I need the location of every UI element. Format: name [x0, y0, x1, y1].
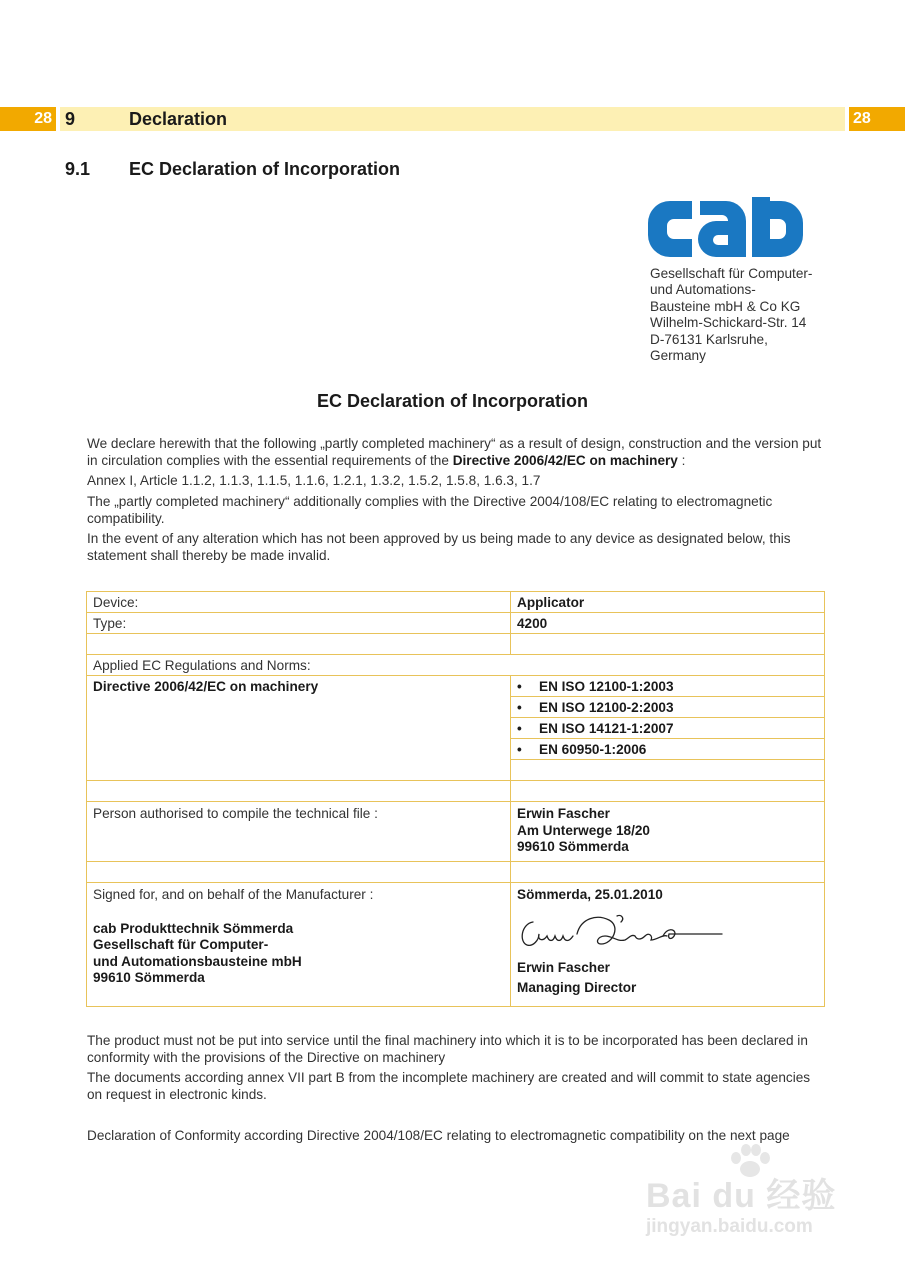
conformity-note: Declaration of Conformity according Directive 2004/108/EC relating to electromagnetic compatibility on the next page	[87, 1128, 790, 1143]
signed-cell	[87, 883, 511, 1007]
document-title: EC Declaration of Incorporation	[316, 391, 589, 411]
table-row	[87, 802, 825, 862]
manufacturer-line: 99610 Sömmerda	[93, 970, 205, 985]
manufacturer-line: cab Produkttechnik Sömmerda	[93, 920, 294, 936]
type-label: Type:	[87, 613, 511, 634]
signature-cell	[511, 883, 825, 1007]
device-label: Device:	[87, 592, 511, 613]
intro-text: :	[677, 452, 686, 468]
page-number-right: 28	[849, 107, 905, 131]
declaration-table	[86, 591, 825, 1007]
paw-icon	[726, 1144, 774, 1178]
person-line: Erwin Fascher	[517, 806, 610, 821]
bullet-icon: •	[517, 742, 522, 757]
table-row	[87, 781, 825, 802]
watermark-url: jingyan.baidu.com	[646, 1216, 813, 1237]
device-value: Applicator	[511, 592, 825, 613]
emc-paragraph: The „partly completed machinery“ additionally complies with the Directive 2004/108/EC relating to electromagnetic compatibility.	[87, 494, 773, 526]
signer-name: Erwin Fascher	[517, 959, 610, 975]
norm-text: EN ISO 14121-1:2007	[539, 721, 674, 736]
section-number: 9.1	[65, 159, 91, 179]
watermark-logo: Bai du 经验	[646, 1177, 837, 1215]
norm-item	[511, 676, 825, 697]
person-line: Am Unterwege 18/20	[517, 822, 650, 838]
signer-title: Managing Director	[517, 980, 637, 995]
table-row	[87, 655, 825, 676]
person-details	[511, 802, 825, 862]
intro-text: We declare herewith that the following „partly completed machinery“ as a result of design, construction and the version put in circulation complies with the essential requirements of the	[87, 436, 822, 468]
documents-note: The documents according annex VII part B from the incomplete machinery are created and will commit to state agencies on request in electronic kinds.	[87, 1070, 811, 1102]
service-note: The product must not be put into service until the final machinery into which it is to be incorporated has been declared in conformity with the provisions of the Directive on machinery	[87, 1033, 808, 1065]
address-line: D-76131 Karlsruhe,	[650, 331, 768, 347]
norm-text: EN ISO 12100-2:2003	[539, 700, 674, 715]
handwritten-signature	[517, 912, 727, 954]
header-separator	[56, 107, 60, 131]
section-title: EC Declaration of Incorporation	[129, 159, 401, 179]
address-line: und Automations-	[650, 282, 756, 298]
address-line: Bausteine mbH & Co KG	[650, 298, 801, 314]
table-row	[87, 634, 825, 655]
table-row	[87, 613, 825, 634]
person-label: Person authorised to compile the technical file :	[87, 802, 511, 862]
norm-text: EN ISO 12100-1:2003	[539, 679, 674, 694]
manufacturer-line: Gesellschaft für Computer-	[93, 937, 269, 952]
cab-logo-letters	[648, 197, 803, 257]
cab-logo	[648, 197, 803, 259]
table-row	[87, 883, 825, 1007]
signed-label: Signed for, and on behalf of the Manufacturer :	[93, 887, 374, 902]
address-line: Germany	[650, 348, 706, 364]
chapter-title: Declaration	[129, 109, 228, 129]
intro-paragraph	[87, 436, 822, 469]
chapter-number: 9	[65, 109, 76, 129]
address-line: Wilhelm-Schickard-Str. 14	[650, 315, 807, 331]
norm-item	[511, 697, 825, 718]
person-line: 99610 Sömmerda	[517, 839, 629, 854]
table-row	[87, 592, 825, 613]
bullet-icon: •	[517, 679, 522, 694]
manufacturer-line: und Automationsbausteine mbH	[93, 953, 302, 969]
norm-item	[511, 718, 825, 739]
company-address	[650, 266, 812, 364]
table-row	[87, 676, 825, 697]
type-value: 4200	[511, 613, 825, 634]
regulations-label: Applied EC Regulations and Norms:	[87, 655, 825, 676]
directive-reference: Directive 2006/42/EC on machinery	[452, 452, 678, 468]
page-number-left: 28	[0, 107, 56, 131]
directive-name: Directive 2006/42/EC on machinery	[87, 676, 511, 781]
annex-paragraph: Annex I, Article 1.1.2, 1.1.3, 1.1.5, 1.1.6, 1.2.1, 1.3.2, 1.5.2, 1.5.8, 1.6.3, 1.7	[87, 473, 541, 488]
table-row	[87, 862, 825, 883]
alteration-paragraph: In the event of any alteration which has not been approved by us being made to any device as designated below, this statement shall thereby be made invalid.	[87, 531, 791, 563]
norm-item	[511, 739, 825, 760]
bullet-icon: •	[517, 721, 522, 736]
bullet-icon: •	[517, 700, 522, 715]
place-date: Sömmerda, 25.01.2010	[517, 887, 663, 902]
norm-text: EN 60950-1:2006	[539, 742, 647, 757]
address-line: Gesellschaft für Computer-	[650, 266, 813, 281]
